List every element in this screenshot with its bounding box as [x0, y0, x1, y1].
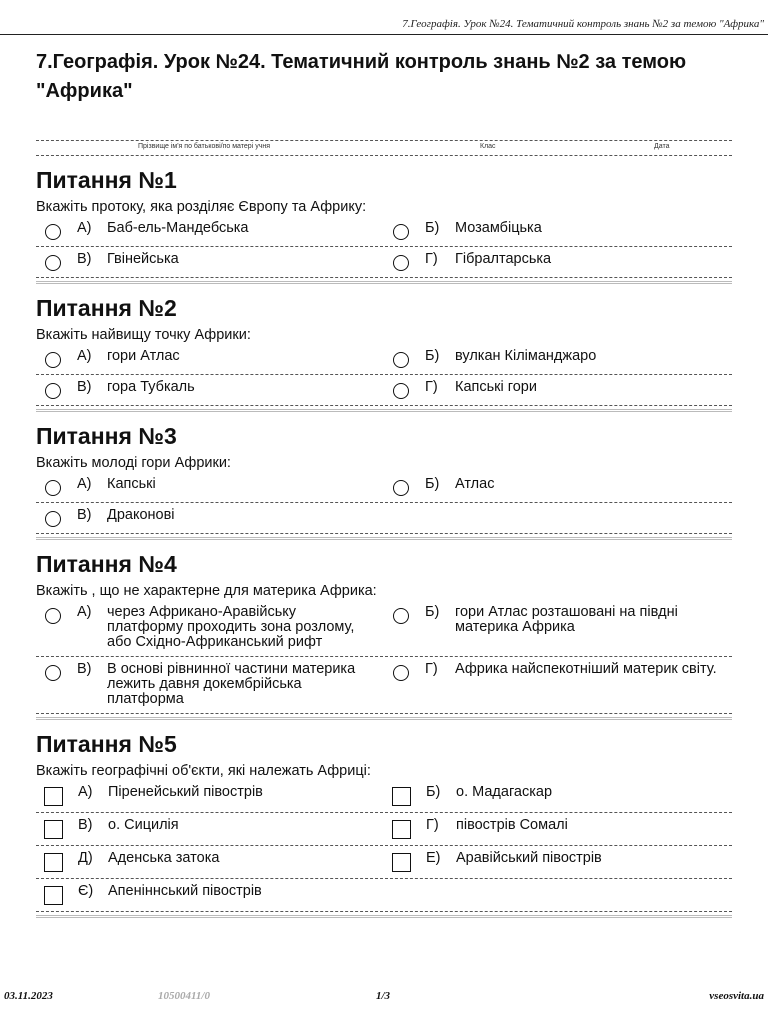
radio-button-icon[interactable] — [45, 511, 61, 527]
option-letter: Б) — [425, 476, 440, 492]
option-letter: Б) — [425, 604, 440, 620]
running-header — [0, 0, 768, 35]
option-letter: Г) — [425, 661, 438, 677]
checkbox-icon[interactable] — [44, 886, 63, 905]
option-text: Атлас — [455, 476, 495, 492]
checkbox-icon[interactable] — [392, 820, 411, 839]
running-header-title: 7.Географія. Урок №24. Тематичний контроль знань №2 за темою "Африка" — [402, 18, 764, 30]
answer-option[interactable] — [384, 605, 732, 650]
checkbox-icon[interactable] — [44, 820, 63, 839]
answer-row — [36, 247, 732, 278]
answer-option[interactable] — [384, 252, 732, 271]
question-prompt: Вкажіть протоку, яка розділяє Європу та Африку: — [36, 199, 367, 215]
option-text: о. Сицилія — [108, 817, 179, 833]
radio-button-icon[interactable] — [393, 608, 409, 624]
option-text: Драконові — [107, 507, 175, 523]
answer-option[interactable] — [384, 380, 732, 399]
checkbox-icon[interactable] — [44, 787, 63, 806]
question-heading: Питання №3 — [36, 423, 177, 449]
option-text: гори Атлас розташовані на півдні материка Африка — [455, 604, 678, 635]
answer-option[interactable] — [36, 818, 384, 839]
question-1 — [36, 156, 732, 284]
answer-option[interactable] — [384, 349, 732, 368]
option-letter: А) — [77, 476, 92, 492]
option-text: Африка найспекотніший материк світу. — [455, 661, 717, 677]
option-letter: А) — [77, 220, 92, 236]
question-prompt: Вкажіть географічні об'єкти, які належать Африці: — [36, 763, 371, 779]
answer-option[interactable] — [384, 221, 732, 240]
radio-button-icon[interactable] — [45, 352, 61, 368]
option-letter: В) — [77, 251, 92, 267]
option-text: Гібралтарська — [455, 251, 552, 267]
option-letter: А) — [78, 784, 93, 800]
answer-row — [36, 472, 732, 503]
answer-row — [36, 600, 732, 657]
option-text: Гвінейська — [107, 251, 179, 267]
option-text: Капські гори — [455, 379, 537, 395]
answer-option[interactable] — [36, 380, 384, 399]
option-text: Мозамбіцька — [455, 220, 542, 236]
option-text: Піренейський півострів — [108, 784, 263, 800]
page-footer — [0, 990, 768, 1004]
option-letter: Є) — [78, 883, 94, 899]
option-letter: Д) — [78, 850, 93, 866]
answer-row — [36, 780, 732, 813]
question-2 — [36, 284, 732, 412]
answer-row — [36, 813, 732, 846]
question-prompt: Вкажіть найвищу точку Африки: — [36, 327, 251, 343]
answer-row — [36, 846, 732, 879]
option-letter: В) — [77, 379, 92, 395]
answer-option[interactable] — [36, 884, 384, 905]
answer-row — [36, 216, 732, 247]
answer-row — [36, 503, 732, 534]
answer-option[interactable] — [384, 662, 732, 707]
radio-button-icon[interactable] — [393, 255, 409, 271]
option-text: Апеніннський півострів — [108, 883, 262, 899]
option-letter: Б) — [426, 784, 441, 800]
checkbox-icon[interactable] — [44, 853, 63, 872]
radio-button-icon[interactable] — [45, 480, 61, 496]
class-label: Клас — [480, 143, 496, 150]
answer-option[interactable] — [36, 349, 384, 368]
question-list — [36, 156, 732, 918]
answer-option[interactable] — [384, 477, 732, 496]
footer-code: 10500411/0 — [158, 990, 210, 1002]
option-text: о. Мадагаскар — [456, 784, 553, 800]
radio-button-icon[interactable] — [45, 255, 61, 271]
radio-button-icon[interactable] — [393, 480, 409, 496]
option-text: Капські — [107, 476, 156, 492]
question-5 — [36, 720, 732, 918]
question-4 — [36, 540, 732, 720]
date-label: Дата — [654, 143, 670, 150]
checkbox-icon[interactable] — [392, 853, 411, 872]
question-heading: Питання №1 — [36, 167, 177, 193]
option-text: Аравійський півострів — [456, 850, 602, 866]
option-letter: Е) — [426, 850, 441, 866]
option-letter: Б) — [425, 348, 440, 364]
option-letter: А) — [77, 604, 92, 620]
radio-button-icon[interactable] — [45, 224, 61, 240]
option-letter: Б) — [425, 220, 440, 236]
question-prompt: Вкажіть , що не характерне для материка Африка: — [36, 583, 377, 599]
radio-button-icon[interactable] — [45, 608, 61, 624]
answer-option[interactable] — [36, 221, 384, 240]
option-letter: Г) — [425, 251, 438, 267]
option-text: півострів Сомалі — [456, 817, 568, 833]
option-text: В основі рівнинної частини материка лежить давня докембрійська платформа — [107, 661, 356, 707]
page-title: 7.Географія. Урок №24. Тематичний контроль знань №2 за темою "Африка" — [36, 51, 687, 102]
question-3 — [36, 412, 732, 540]
radio-button-icon[interactable] — [393, 383, 409, 399]
option-letter: В) — [78, 817, 93, 833]
answer-option[interactable] — [36, 252, 384, 271]
answer-option[interactable] — [36, 605, 384, 650]
option-text: Аденська затока — [108, 850, 220, 866]
footer-date: 03.11.2023 — [4, 990, 53, 1002]
question-heading: Питання №5 — [36, 731, 177, 757]
answer-option[interactable] — [36, 508, 384, 527]
option-text: гора Тубкаль — [107, 379, 195, 395]
option-text: вулкан Кіліманджаро — [455, 348, 597, 364]
footer-page-number: 1/3 — [376, 990, 391, 1002]
radio-button-icon[interactable] — [393, 665, 409, 681]
radio-button-icon[interactable] — [45, 383, 61, 399]
radio-button-icon[interactable] — [393, 224, 409, 240]
question-heading: Питання №2 — [36, 295, 177, 321]
answer-option[interactable] — [36, 851, 384, 872]
option-text: гори Атлас — [107, 348, 180, 364]
answer-option[interactable] — [36, 785, 384, 806]
answer-option[interactable] — [384, 818, 732, 839]
radio-button-icon[interactable] — [45, 665, 61, 681]
question-prompt: Вкажіть молоді гори Африки: — [36, 455, 231, 471]
option-letter: В) — [77, 661, 92, 677]
answer-row — [36, 375, 732, 406]
student-name-label: Прізвище ім'я по батькові/по матері учня — [138, 143, 270, 150]
answer-option[interactable] — [384, 851, 732, 872]
option-text: Баб-ель-Мандебська — [107, 220, 249, 236]
option-letter: Г) — [426, 817, 439, 833]
option-letter: А) — [77, 348, 92, 364]
answer-option[interactable] — [384, 785, 732, 806]
option-text: через Африкано-Аравійську платформу проходить зона розлому, або Східно-Африканський рифт — [107, 604, 355, 650]
answer-row — [36, 657, 732, 714]
checkbox-icon[interactable] — [392, 787, 411, 806]
student-info-line — [36, 140, 732, 156]
answer-option[interactable] — [36, 662, 384, 707]
answer-option[interactable] — [36, 477, 384, 496]
answer-row — [36, 344, 732, 375]
footer-site: vseosvita.ua — [709, 990, 764, 1002]
answer-row — [36, 879, 732, 912]
worksheet — [36, 46, 732, 918]
question-heading: Питання №4 — [36, 551, 177, 577]
option-letter: В) — [77, 507, 92, 523]
radio-button-icon[interactable] — [393, 352, 409, 368]
option-letter: Г) — [425, 379, 438, 395]
